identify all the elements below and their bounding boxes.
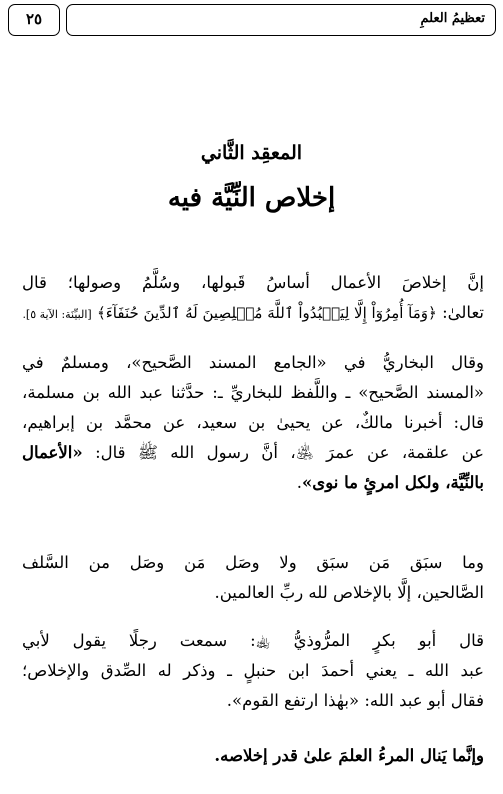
chapter-subtitle: المعقِد الثَّاني <box>200 142 303 164</box>
chapter-title: إخلاص النِّيَّة فيه <box>167 183 336 213</box>
hadith-quote: بالنِّيَّة، ولكل امرئٍ ما نوى» <box>301 473 484 492</box>
text-line: «المسند الصَّحيح» ـ واللَّفظ للبخاريِّ ـ: حدَّثنا عبد الله بن مسلمة، <box>22 383 484 402</box>
text-line: إنَّ إخلاصَ الأعمال أساسُ قَبولها، وسُلَّمُ وصولها؛ قال <box>22 273 484 292</box>
verse-reference: [البيِّنَة: الآية ٥]. <box>22 308 92 321</box>
paragraph-4 <box>22 626 484 716</box>
quran-verse: ﴿وَمَآ أُمِرُوٓاْ إِلَّا لِيَعۡبُدُواْ ٱللَّهَ مُخۡلِصِينَ لَهُ ٱلدِّينَ حُنَفَآءَ﴾ <box>96 304 437 322</box>
text-line: وإنَّما يَنال المرءُ العلمَ علىٰ قدر إخلاصه. <box>214 746 484 765</box>
text-line <box>22 298 484 330</box>
paragraph-1 <box>22 268 484 330</box>
page-header <box>8 4 496 38</box>
text-line: عبد الله ـ يعني أحمدَ ابن حنبلٍ ـ وذكر له الصِّدق والإخلاص؛ <box>22 661 484 680</box>
paragraph-2 <box>22 348 484 498</box>
text-line <box>22 438 484 468</box>
paragraph-5 <box>22 741 484 771</box>
header-title-box <box>66 4 496 36</box>
text-line: وما سبَق مَن سبَق ولا وصَل مَن وصَل من السَّلف <box>22 553 484 572</box>
text-line: قال أبو بكرٍ المرُّوذيُّ ﵀: سمعت رجلًا يقول لأبي <box>22 631 484 650</box>
text-span: عن علقمة، عن عمرَ ﵁، أنَّ رسول الله ﷺ قال: <box>82 443 484 462</box>
text-line: وقال البخاريُّ في «الجامع المسند الصَّحيح»، ومسلمٌ في <box>22 353 484 372</box>
page-number-box <box>8 4 60 36</box>
paragraph-3 <box>22 548 484 608</box>
text-line: فقال أبو عبد الله: «بهٰذا ارتفع القوم». <box>226 691 484 710</box>
text-line <box>22 468 484 498</box>
text-span: تعالىٰ: <box>436 303 484 322</box>
page-number: ٢٥ <box>25 10 43 28</box>
text-span: . <box>296 473 302 492</box>
running-title: تعظيمُ العلمِ <box>420 11 485 26</box>
text-line: الصَّالحين، إلَّا بالإخلاص لله ربِّ العالمين. <box>214 583 484 602</box>
text-line: قال: أخبرنا مالكٌ، عن يحيىٰ بن سعيد، عن محمَّد بن إبراهيم، <box>22 413 484 432</box>
hadith-quote: «الأعمال <box>22 443 83 462</box>
